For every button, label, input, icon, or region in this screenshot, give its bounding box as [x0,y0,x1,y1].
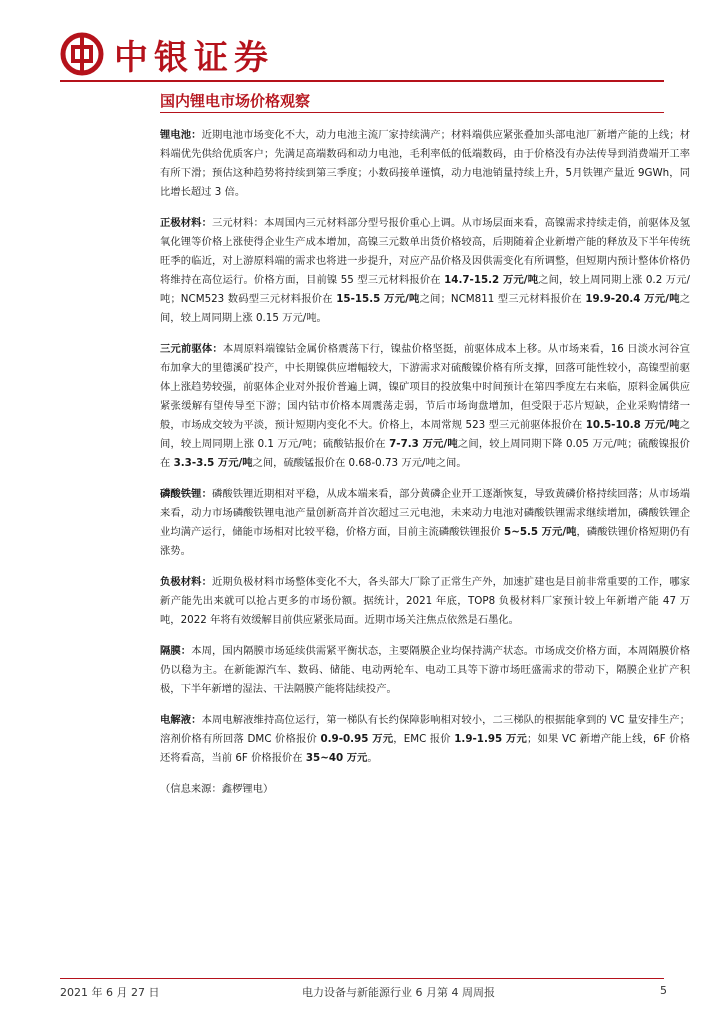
paragraph [160,711,690,768]
price-highlight: 1.9-1.95 万元 [454,733,527,745]
paragraph-text: 之间，较上周同期上涨 0.1 万元/吨；硫酸钴报价在 [160,419,690,450]
paragraph-text: 本周原料端镍钴金属价格震荡下行，镍盐价格坚挺，前驱体成本上移。从市场来看，16 日淡水河谷宣布加拿大的里德溪矿投产，中长期镍供应增幅较大，下游需求对硫酸镍价格有所支撑，回落可能性较小，高镍型前驱体上涨趋势较强，前驱体企业对外报价普遍上调，镍矿项目的投放集中时间预计在第四季度左右来临，原料金属供应紧张缓解有望传导至下游；国内钴市价格本周震荡走弱，节后市场询盘增加，但受限于芯片短缺，企业采购情绪一般，市场成交较为平淡，预计短期内变化不大。价格上，本周常规 523 型三元前驱体报价在 [160,343,691,431]
paragraph [160,340,690,473]
price-highlight: 7-7.3 万元/吨 [389,438,458,450]
paragraph-text: 之间，较上周同期下降 0.05 万元/吨；硫酸镍报价在 [160,438,690,469]
source-note: （信息来源：鑫椤锂电） [160,783,274,795]
paragraph-text: ，EMC 报价 [393,733,455,745]
footer-divider [60,978,664,979]
price-highlight: 3.3-3.5 万元/吨 [173,457,253,469]
paragraph [160,573,690,630]
paragraph-text: 近期电池市场变化不大，动力电池主流厂家持续满产；材料端供应紧张叠加头部电池厂新增产能的上线；材料端优先供给优质客户；先满足高端数码和动力电池，毛利率低的低端数码，由于价格没有办法传导到消费端开工率有所下滑；预估这种趋势将持续到第三季度；小数码接单谨慎，动力电池销量持续上升，5月铁锂产量近 9GWh，同比增长超过 3 倍。 [160,129,690,198]
paragraph-list [160,126,690,768]
paragraph [160,485,690,561]
page-number: 5 [660,984,667,997]
paragraph-text: ；如果 VC 新增产能上线，6F 价格还将看高，当前 6F 价格报价在 [160,733,690,764]
paragraph-text: 三元材料：本周国内三元材料部分型号报价重心上调。从市场层面来看，高镍需求持续走俏，前驱体及氢氧化锂等价格上涨使得企业生产成本增加，高镍三元数单出货价格较高，后期随着企业新增产能的释放及下半年传统旺季的临近，对上游原料端的需求也将进一步提升，对应产品价格及因供需变化有所调整，但短期内预计整体价格仍将维持在高位运行。价格方面，目前镍 55 型三元材料报价在 [160,217,691,286]
paragraph-heading: 隔膜： [160,645,192,657]
paragraph-heading: 三元前驱体： [160,343,223,355]
paragraph-heading: 负极材料： [160,576,212,588]
paragraph-text: 之间；NCM811 型三元材料报价在 [419,293,586,305]
paragraph-text: 本周电解液维持高位运行，第一梯队有长约保障影响相对较小，二三梯队的根据能拿到的 VC 量安排生产；溶剂价格有所回落 DMC 价格报价 [160,714,690,745]
paragraph [160,642,690,699]
page-header [60,20,664,82]
header-divider [60,80,664,82]
bank-of-china-logo-icon [60,32,104,76]
price-highlight: 10.5-10.8 万元/吨 [585,419,680,431]
paragraph [160,214,690,328]
paragraph-heading: 电解液： [160,714,202,726]
paragraph-text: 之间，较上周同期上涨 0.2 万元/吨；NCM523 数码型三元材料报价在 [160,274,690,305]
paragraph-text: 之间，硫酸锰报价在 0.68-0.73 万元/吨之间。 [252,457,467,469]
price-highlight: 14.7-15.2 万元/吨 [444,274,539,286]
footer-date: 2021 年 6 月 27 日 [60,986,160,999]
title-divider [160,112,664,113]
price-highlight: 15-15.5 万元/吨 [336,293,420,305]
paragraph-text: 之间，较上周同期上涨 0.15 万元/吨。 [160,293,690,324]
price-highlight: 35~40 万元 [305,752,368,764]
paragraph-heading: 正极材料： [160,217,212,229]
brand-name: 中银证券 [114,38,274,78]
paragraph-text: 。 [367,752,378,764]
paragraph-text: 本周，国内隔膜市场延续供需紧平衡状态，主要隔膜企业均保持满产状态。市场成交价格方面，本周隔膜价格仍以稳为主。在新能源汽车、数码、储能、电动两轮车、电动工具等下游市场旺盛需求的带动下，隔膜企业扩产积极，下半年新增的湿法、干法隔膜产能将陆续投产。 [160,645,691,695]
paragraph-heading: 锂电池： [160,129,202,141]
price-highlight: 0.9-0.95 万元 [320,733,394,745]
paragraph-text: 磷酸铁锂近期相对平稳，从成本端来看，部分黄磷企业开工逐渐恢复，导致黄磷价格持续回落；从市场端来看，动力市场磷酸铁锂电池产量创新高并首次超过三元电池，未来动力电池对磷酸铁锂需求继续增加，磷酸铁锂企业均满产运行，储能市场相对比较平稳，价格方面，目前主流磷酸铁锂报价 [160,488,691,538]
paragraph-text: 近期负极材料市场整体变化不大，各头部大厂除了正常生产外，加速扩建也是目前非常重要的工作，哪家新产能先出来就可以抢占更多的市场份额。据统计，2021 年底，TOP8 负极材料厂家预计较上年新增产能 47 万吨，2022 年将有效缓解目前供应紧张局面。近期市场关注焦点依然是石墨化。 [160,576,691,626]
report-body [160,126,690,799]
section-title: 国内锂电市场价格观察 [160,92,311,110]
paragraph [160,126,690,202]
paragraph-text: ，磷酸铁锂价格短期仍有涨势。 [160,526,690,557]
price-highlight: 19.9-20.4 万元/吨 [585,293,680,305]
paragraph-heading: 磷酸铁锂： [160,488,212,500]
price-highlight: 5~5.5 万元/吨 [504,526,577,538]
footer-title: 电力设备与新能源行业 6 月第 4 周周报 [302,986,495,999]
